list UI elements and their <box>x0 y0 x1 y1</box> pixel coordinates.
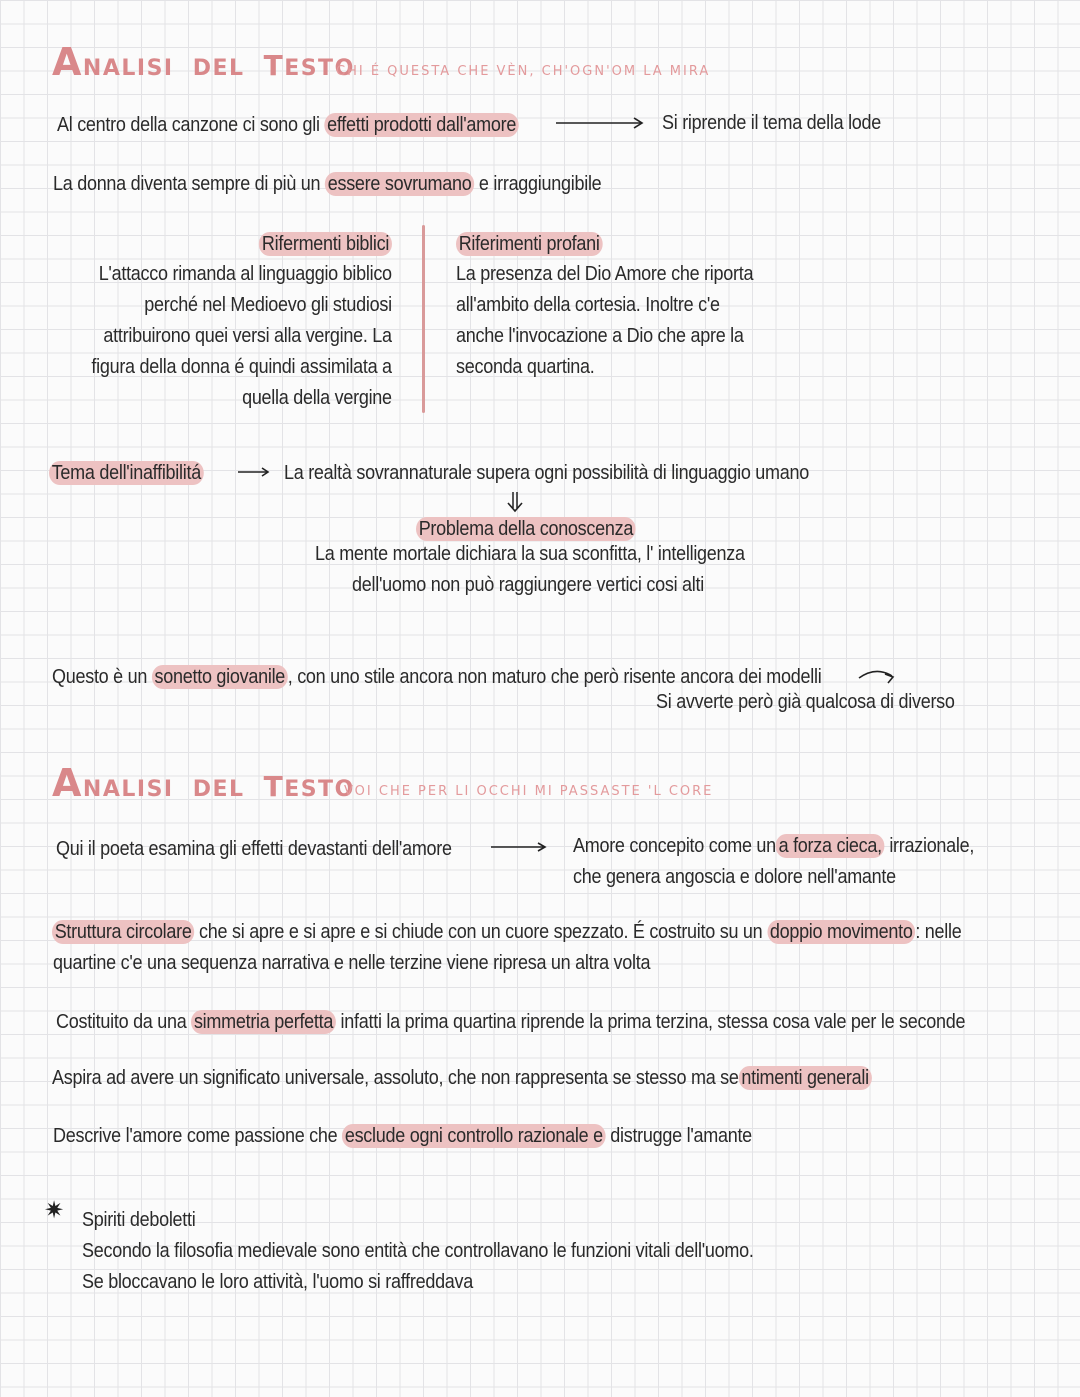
highlight: sonetto giovanile <box>152 665 288 689</box>
profani-column <box>456 229 753 383</box>
biblici-column <box>92 229 392 414</box>
column-divider <box>422 225 425 413</box>
biblici-line: perché nel Medioevo gli studiosi <box>144 294 392 316</box>
descrive-line: Descrive l'amore come passione che esclude ogni controllo razionale e distrugge l'amante <box>53 1125 752 1147</box>
highlight: simmetria perfetta <box>191 1010 336 1034</box>
problema-line: La mente mortale dichiara la sua sconfitta, l' intelligenza <box>315 543 745 565</box>
section2-subtitle: VOI CHE PER LI OCCHI MI PASSASTE 'L CORE <box>344 784 714 799</box>
amore-result-2: che genera angoscia e dolore nell'amante <box>573 866 896 888</box>
title-word: DEL <box>192 777 245 802</box>
title-letter: T <box>263 49 285 82</box>
lode-result: Si riprende il tema della lode <box>662 112 882 134</box>
biblici-line: quella della vergine <box>242 387 392 409</box>
highlight: Problema della conoscenza <box>416 517 636 541</box>
title-word: ESTO <box>284 56 355 81</box>
highlight: effetti prodotti dall'amore <box>324 113 518 137</box>
curved-arrow-icon <box>856 664 898 686</box>
amore-result: Amore concepito come un a forza cieca, irrazionale, <box>573 835 975 857</box>
title-word: ESTO <box>284 777 355 802</box>
highlight: Tema dell'inaffibilitá <box>49 461 204 485</box>
sonetto-result: Si avverte però già qualcosa di diverso <box>656 691 955 713</box>
donna-line: La donna diventa sempre di più un essere sovrumano e irraggiungibile <box>53 173 602 195</box>
title-letter: A <box>52 761 83 805</box>
highlight: a forza cieca, <box>776 834 885 858</box>
profani-line: seconda quartina. <box>456 356 595 378</box>
arrow-right-icon <box>236 465 272 479</box>
title-word: DEL <box>192 56 245 81</box>
double-arrow-down-icon <box>506 490 524 514</box>
title-word: NALISI <box>82 56 174 81</box>
asterisk-icon: ✷ <box>44 1196 65 1224</box>
title-letter: T <box>263 770 285 803</box>
spiriti-title: Spiriti deboletti <box>82 1209 196 1231</box>
highlight: doppio movimento <box>767 920 915 944</box>
poeta-line: Qui il poeta esamina gli effetti devastanti dell'amore <box>56 838 452 860</box>
biblici-line: attribuirono quei versi alla vergine. La <box>103 325 392 347</box>
biblici-line: figura della donna é quindi assimilata a <box>91 356 392 378</box>
tema-text: La realtà sovrannaturale supera ogni possibilità di linguaggio umano <box>284 462 810 484</box>
highlight: Struttura circolare <box>52 920 194 944</box>
biblici-title: Rifermenti biblici <box>259 232 392 256</box>
tema-label <box>49 461 204 485</box>
arrow-right-icon <box>554 116 646 130</box>
struttura-line-2: quartine c'e una sequenza narrativa e nelle terzine viene ripresa un altra volta <box>53 952 651 974</box>
biblici-line: L'attacco rimanda al linguaggio biblico <box>98 263 392 285</box>
section1-title <box>52 40 355 84</box>
arrow-right-icon <box>489 840 549 854</box>
profani-line: all'ambito della cortesia. Inoltre c'e <box>456 294 720 316</box>
title-word: NALISI <box>82 777 174 802</box>
problema-line: dell'uomo non può raggiungere vertici cosi alti <box>352 574 704 596</box>
profani-title: Riferimenti profani <box>456 232 602 256</box>
simmetria-line: Costituito da una simmetria perfetta infatti la prima quartina riprende la prima terzina, stessa cosa vale per le seconde <box>56 1011 966 1033</box>
profani-line: La presenza del Dio Amore che riporta <box>456 263 754 285</box>
section2-title <box>52 761 355 805</box>
profani-line: anche l'invocazione a Dio che apre la <box>456 325 744 347</box>
highlight: esclude ogni controllo razionale e <box>342 1124 605 1148</box>
highlight: essere sovrumano <box>325 172 474 196</box>
highlight: ntimenti generali <box>739 1066 872 1090</box>
title-letter: A <box>52 40 83 84</box>
sonetto-line: Questo è un sonetto giovanile , con uno stile ancora non maturo che però risente ancora dei modelli <box>52 666 822 688</box>
aspira-line: Aspira ad avere un significato universale, assoluto, che non rappresenta se stesso ma se ntimenti generali <box>52 1066 872 1090</box>
spiriti-line: Secondo la filosofia medievale sono entità che controllavano le funzioni vitali dell'uomo. <box>82 1240 754 1262</box>
effetti-line: Al centro della canzone ci sono gli effetti prodotti dall'amore <box>57 113 519 137</box>
problema-title <box>416 517 636 541</box>
spiriti-line: Se bloccavano le loro attività, l'uomo si raffreddava <box>82 1271 474 1293</box>
section1-subtitle: CHI É QUESTA CHE VÈN, CH'OGN'OM LA MIRA <box>336 64 711 79</box>
struttura-line: Struttura circolare che si apre e si apre e si chiude con un cuore spezzato. É costruito su un doppio movimento : nelle <box>52 920 961 944</box>
